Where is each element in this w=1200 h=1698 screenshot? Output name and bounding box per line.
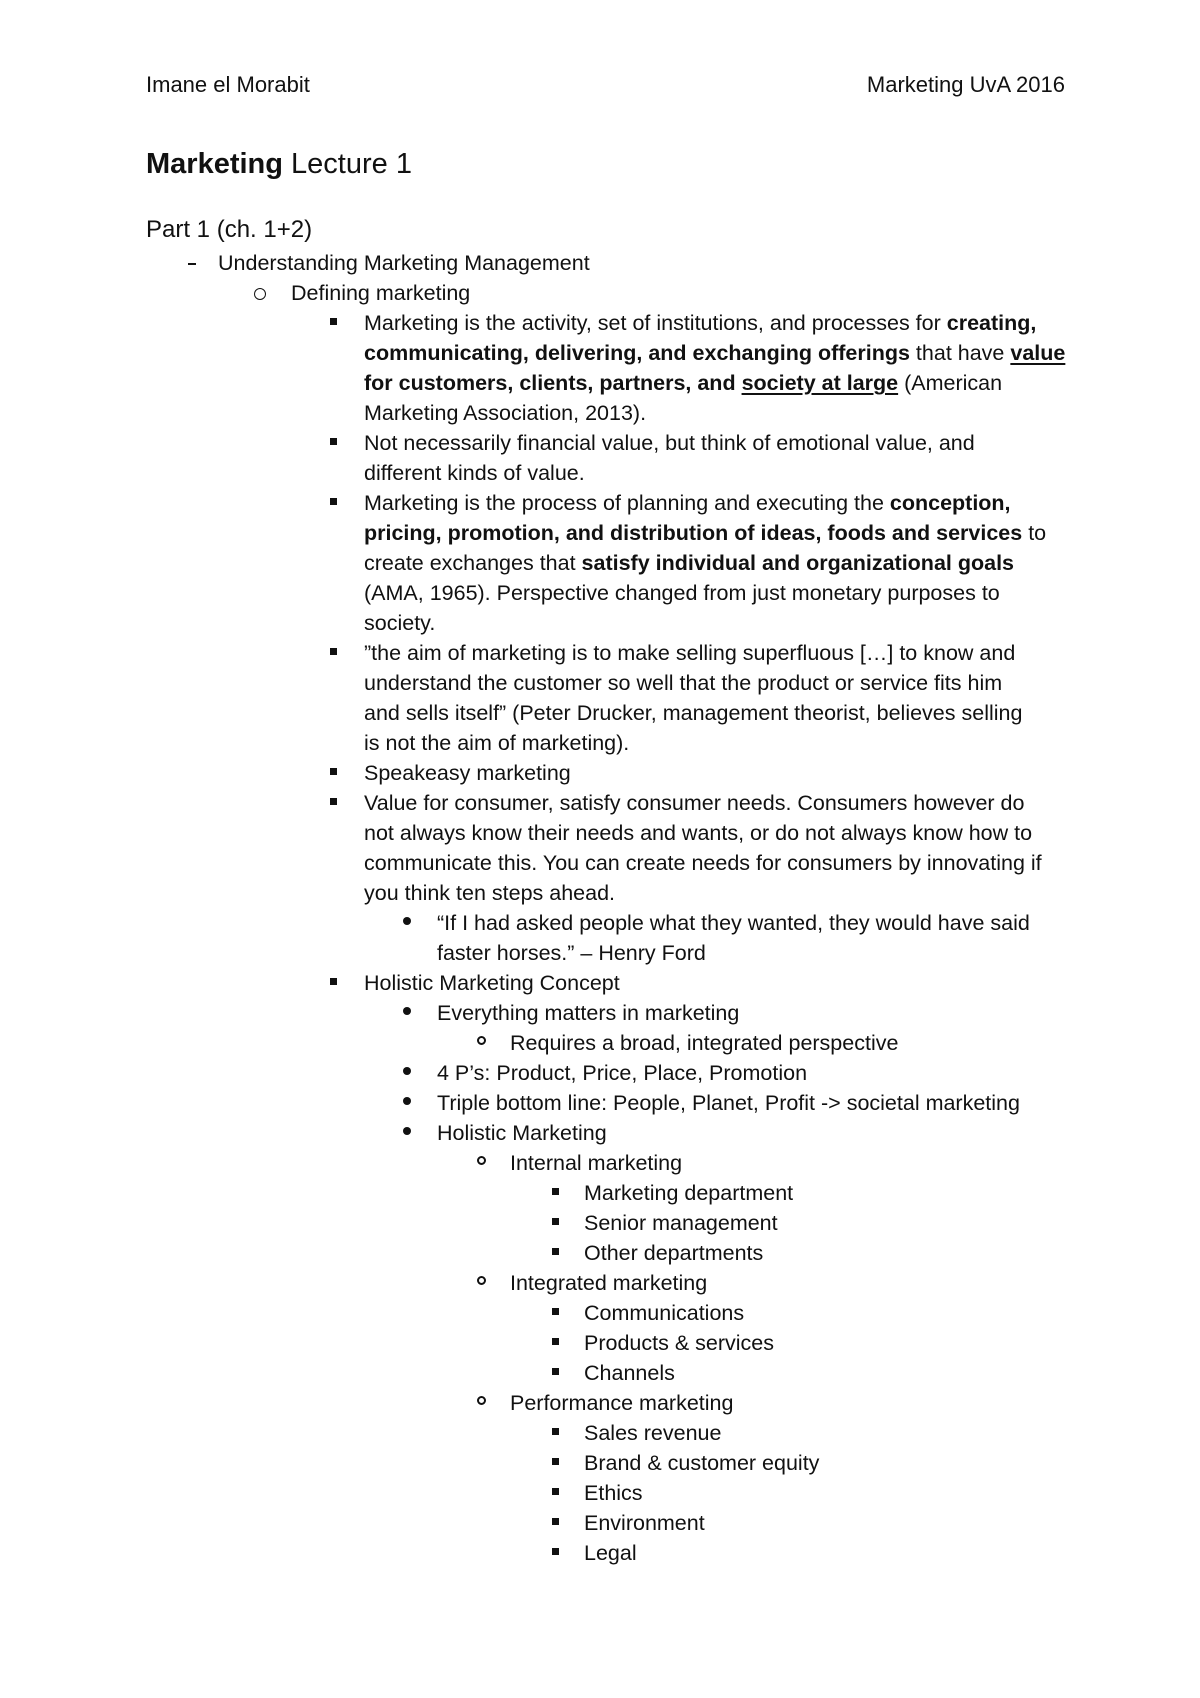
title-bold: Marketing <box>146 148 283 180</box>
square-bullet-icon <box>330 648 337 655</box>
internal-item: Marketing department <box>584 1181 794 1205</box>
bullet2-line2: different kinds of value. <box>364 461 585 485</box>
bullet1-line2: communicating, delivering, and exchanging offerings that have value <box>364 341 1066 365</box>
internal-item: Senior management <box>584 1211 778 1235</box>
integrated-marketing: Integrated marketing <box>510 1271 708 1295</box>
ring-bullet-icon <box>477 1156 486 1165</box>
bullet6-quote-line2: faster horses.” – Henry Ford <box>437 941 706 965</box>
dot-bullet-icon <box>403 1067 411 1075</box>
performance-item: Ethics <box>584 1481 643 1505</box>
bullet1-line4: Marketing Association, 2013). <box>364 401 647 425</box>
bullet5-line1: Speakeasy marketing <box>364 761 571 785</box>
square-bullet-icon <box>552 1248 559 1255</box>
header-course: Marketing UvA 2016 <box>866 72 1065 97</box>
bullet6-line2: not always know their needs and wants, or do not always know how to <box>364 821 1033 845</box>
holistic-item-4: Holistic Marketing <box>437 1121 607 1145</box>
bullet6-line3: communicate this. You can create needs for consumers by innovating if <box>364 851 1042 875</box>
bullet4-line1: ”the aim of marketing is to make selling superfluous […] to know and <box>364 641 1016 665</box>
internal-item: Other departments <box>584 1241 764 1265</box>
part-heading: Part 1 (ch. 1+2) <box>146 216 313 243</box>
performance-marketing: Performance marketing <box>510 1391 734 1415</box>
dot-bullet-icon <box>403 917 411 925</box>
square-bullet-icon <box>330 978 337 985</box>
holistic-item-2: 4 P’s: Product, Price, Place, Promotion <box>437 1061 808 1085</box>
bullet1-line3: for customers, clients, partners, and society at large (American <box>364 371 1003 395</box>
square-bullet-icon <box>330 318 337 325</box>
bullet6-quote-line1: “If I had asked people what they wanted, they would have said <box>437 911 1030 935</box>
page-title <box>146 148 412 181</box>
square-bullet-icon <box>552 1428 559 1435</box>
performance-item: Sales revenue <box>584 1421 722 1445</box>
holistic-item-1: Everything matters in marketing <box>437 1001 740 1025</box>
integrated-item: Communications <box>584 1301 745 1325</box>
bullet3-line2: pricing, promotion, and distribution of ideas, foods and services to <box>364 521 1047 545</box>
ring-bullet-icon <box>477 1036 486 1045</box>
bullet4-line4: is not the aim of marketing). <box>364 731 630 755</box>
outline-level2: Defining marketing <box>291 281 471 305</box>
bullet1-line1: Marketing is the activity, set of institutions, and processes for creating, <box>364 311 1037 335</box>
bullet6-line4: you think ten steps ahead. <box>364 881 616 905</box>
performance-item: Brand & customer equity <box>584 1451 820 1475</box>
bullet3-line4: (AMA, 1965). Perspective changed from just monetary purposes to <box>364 581 1000 605</box>
bullet4-line3: and sells itself” (Peter Drucker, management theorist, believes selling <box>364 701 1023 725</box>
square-bullet-icon <box>330 798 337 805</box>
square-bullet-icon <box>552 1368 559 1375</box>
holistic-item-3: Triple bottom line: People, Planet, Profit -> societal marketing <box>437 1091 1020 1115</box>
ring-bullet-icon <box>477 1276 486 1285</box>
integrated-item: Products & services <box>584 1331 774 1355</box>
bullet7-label: Holistic Marketing Concept <box>364 971 620 995</box>
square-bullet-icon <box>552 1218 559 1225</box>
bullet3-line5: society. <box>364 611 436 635</box>
bullet6-line1: Value for consumer, satisfy consumer needs. Consumers however do <box>364 791 1025 815</box>
dash-bullet-icon <box>188 263 196 265</box>
ring-bullet-icon <box>477 1396 486 1405</box>
internal-marketing: Internal marketing <box>510 1151 683 1175</box>
square-bullet-icon <box>552 1188 559 1195</box>
square-bullet-icon <box>330 438 337 445</box>
square-bullet-icon <box>552 1308 559 1315</box>
bullet3-line1: Marketing is the process of planning and executing the conception, <box>364 491 1011 515</box>
dot-bullet-icon <box>403 1127 411 1135</box>
dot-bullet-icon <box>403 1007 411 1015</box>
bullet4-line2: understand the customer so well that the product or service fits him <box>364 671 1003 695</box>
outline-level1: Understanding Marketing Management <box>218 251 590 275</box>
square-bullet-icon <box>552 1518 559 1525</box>
square-bullet-icon <box>552 1548 559 1555</box>
bullet2-line1: Not necessarily financial value, but think of emotional value, and <box>364 431 975 455</box>
title-rest: Lecture 1 <box>282 148 412 180</box>
holistic-item-1a: Requires a broad, integrated perspective <box>510 1031 899 1055</box>
dot-bullet-icon <box>403 1097 411 1105</box>
square-bullet-icon <box>552 1488 559 1495</box>
square-bullet-icon <box>330 498 337 505</box>
square-bullet-icon <box>552 1458 559 1465</box>
square-bullet-icon <box>552 1338 559 1345</box>
header-author: Imane el Morabit <box>146 72 310 97</box>
performance-item: Legal <box>584 1541 637 1565</box>
bullet3-line3: create exchanges that satisfy individual and organizational goals <box>364 551 1014 575</box>
performance-item: Environment <box>584 1511 705 1535</box>
integrated-item: Channels <box>584 1361 675 1385</box>
square-bullet-icon <box>330 768 337 775</box>
circle-bullet-icon <box>254 288 266 300</box>
